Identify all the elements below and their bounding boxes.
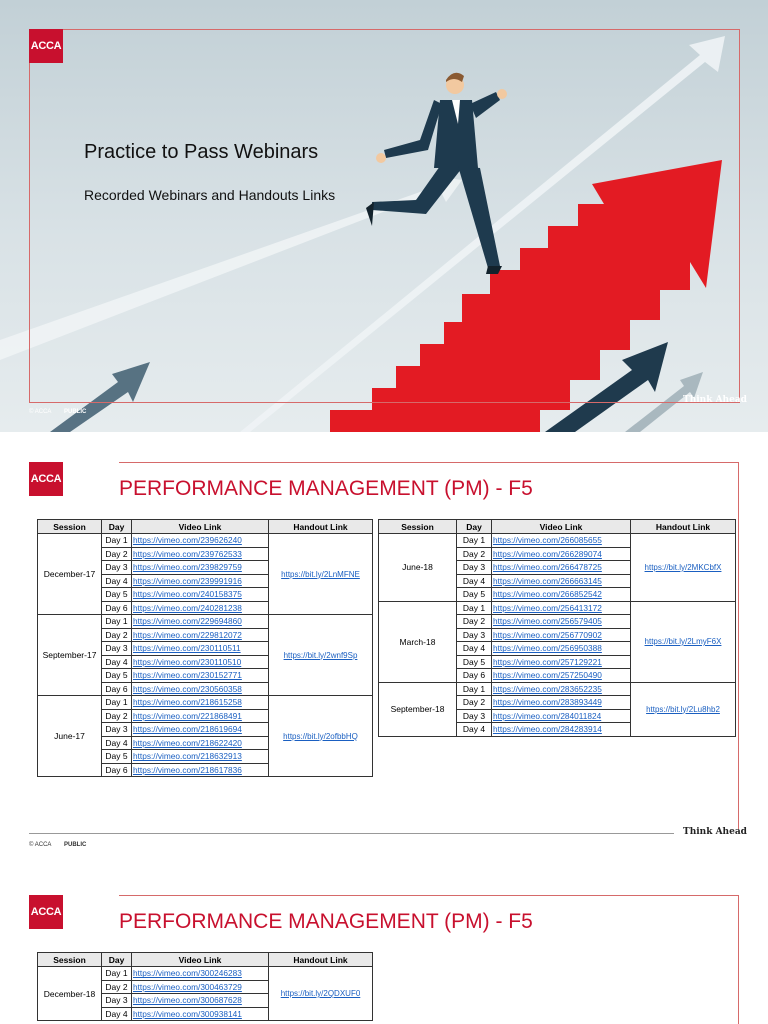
day-cell: Day 1 <box>102 967 132 981</box>
day-cell: Day 1 <box>457 682 492 696</box>
day-cell: Day 4 <box>457 642 492 656</box>
slide-frame-right <box>738 895 739 1024</box>
classification-label: PUBLIC <box>64 842 87 848</box>
video-link[interactable]: https://vimeo.com/257129221 <box>492 655 631 669</box>
video-link[interactable]: https://vimeo.com/266663145 <box>492 574 631 588</box>
video-link[interactable]: https://vimeo.com/239829759 <box>132 561 269 575</box>
slide-frame-top <box>119 895 738 896</box>
day-cell: Day 6 <box>102 682 132 696</box>
day-cell: Day 2 <box>457 547 492 561</box>
copyright-text: © ACCA <box>29 842 52 848</box>
day-cell: Day 5 <box>102 750 132 764</box>
day-cell: Day 3 <box>457 709 492 723</box>
table-row <box>379 534 736 548</box>
handout-link[interactable]: https://bit.ly/2ofbbHQ <box>269 696 373 777</box>
video-link[interactable]: https://vimeo.com/229694860 <box>132 615 269 629</box>
video-link[interactable]: https://vimeo.com/300246283 <box>132 967 269 981</box>
video-link[interactable]: https://vimeo.com/230152771 <box>132 669 269 683</box>
video-link[interactable]: https://vimeo.com/230560358 <box>132 682 269 696</box>
day-cell: Day 5 <box>102 588 132 602</box>
schedule-table-right <box>378 519 736 737</box>
header-video-link: Video Link <box>132 953 269 967</box>
video-link[interactable]: https://vimeo.com/240158375 <box>132 588 269 602</box>
video-link[interactable]: https://vimeo.com/284011824 <box>492 709 631 723</box>
video-link[interactable]: https://vimeo.com/239626240 <box>132 534 269 548</box>
day-cell: Day 3 <box>102 561 132 575</box>
tagline: Think Ahead <box>683 395 747 405</box>
day-cell: Day 4 <box>457 723 492 737</box>
video-link[interactable]: https://vimeo.com/300687628 <box>132 994 269 1008</box>
slide-frame <box>29 29 740 403</box>
handout-link[interactable]: https://bit.ly/2Lu8hb2 <box>631 682 736 736</box>
video-link[interactable]: https://vimeo.com/230110511 <box>132 642 269 656</box>
handout-link[interactable]: https://bit.ly/2wnf9Sp <box>269 615 373 696</box>
video-link[interactable]: https://vimeo.com/283652235 <box>492 682 631 696</box>
session-cell: December-17 <box>38 534 102 615</box>
classification-label: PUBLIC <box>64 409 87 415</box>
day-cell: Day 5 <box>102 669 132 683</box>
video-link[interactable]: https://vimeo.com/257250490 <box>492 669 631 683</box>
acca-logo: ACCA <box>29 29 63 63</box>
header-handout-link: Handout Link <box>269 520 373 534</box>
day-cell: Day 4 <box>102 1007 132 1021</box>
day-cell: Day 6 <box>102 601 132 615</box>
slide-title: PERFORMANCE MANAGEMENT (PM) - F5 <box>119 477 533 500</box>
slide-frame-top <box>119 462 738 463</box>
video-link[interactable]: https://vimeo.com/218617836 <box>132 763 269 777</box>
day-cell: Day 3 <box>457 628 492 642</box>
session-cell: September-18 <box>379 682 457 736</box>
schedule-table-left <box>37 519 373 777</box>
day-cell: Day 1 <box>102 696 132 710</box>
slide-subtitle: Recorded Webinars and Handouts Links <box>84 187 336 203</box>
header-video-link: Video Link <box>132 520 269 534</box>
day-cell: Day 2 <box>102 628 132 642</box>
slide-frame-right <box>738 462 739 829</box>
header-handout-link: Handout Link <box>269 953 373 967</box>
handout-link[interactable]: https://bit.ly/2QDXUF0 <box>269 967 373 1021</box>
title-slide <box>0 0 768 432</box>
day-cell: Day 3 <box>457 561 492 575</box>
acca-logo: ACCA <box>29 462 63 496</box>
tagline: Think Ahead <box>683 827 747 837</box>
day-cell: Day 2 <box>102 980 132 994</box>
slide-frame-bottom <box>29 833 674 834</box>
session-cell: June-17 <box>38 696 102 777</box>
video-link[interactable]: https://vimeo.com/300463729 <box>132 980 269 994</box>
schedule-slide <box>0 433 768 865</box>
handout-link[interactable]: https://bit.ly/2LnMFNE <box>269 534 373 615</box>
session-cell: March-18 <box>379 601 457 682</box>
video-link[interactable]: https://vimeo.com/218632913 <box>132 750 269 764</box>
video-link[interactable]: https://vimeo.com/256413172 <box>492 601 631 615</box>
day-cell: Day 3 <box>102 994 132 1008</box>
day-cell: Day 2 <box>102 547 132 561</box>
day-cell: Day 1 <box>457 534 492 548</box>
video-link[interactable]: https://vimeo.com/239762533 <box>132 547 269 561</box>
schedule-table <box>37 952 373 1021</box>
schedule-slide-2 <box>0 866 768 1024</box>
video-link[interactable]: https://vimeo.com/256579405 <box>492 615 631 629</box>
day-cell: Day 6 <box>102 763 132 777</box>
day-cell: Day 1 <box>102 615 132 629</box>
video-link[interactable]: https://vimeo.com/240281238 <box>132 601 269 615</box>
table-row <box>38 615 373 629</box>
acca-logo: ACCA <box>29 895 63 929</box>
video-link[interactable]: https://vimeo.com/230110510 <box>132 655 269 669</box>
video-link[interactable]: https://vimeo.com/218615258 <box>132 696 269 710</box>
video-link[interactable]: https://vimeo.com/266478725 <box>492 561 631 575</box>
session-cell: September-17 <box>38 615 102 696</box>
video-link[interactable]: https://vimeo.com/221868491 <box>132 709 269 723</box>
day-cell: Day 5 <box>457 655 492 669</box>
header-session: Session <box>379 520 457 534</box>
video-link[interactable]: https://vimeo.com/256950388 <box>492 642 631 656</box>
video-link[interactable]: https://vimeo.com/266289074 <box>492 547 631 561</box>
header-session: Session <box>38 520 102 534</box>
slide-title: PERFORMANCE MANAGEMENT (PM) - F5 <box>119 910 533 933</box>
session-cell: June-18 <box>379 534 457 602</box>
handout-link[interactable]: https://bit.ly/2LmyF6X <box>631 601 736 682</box>
header-handout-link: Handout Link <box>631 520 736 534</box>
day-cell: Day 2 <box>457 696 492 710</box>
video-link[interactable]: https://vimeo.com/300938141 <box>132 1007 269 1021</box>
handout-link[interactable]: https://bit.ly/2MKCbfX <box>631 534 736 602</box>
video-link[interactable]: https://vimeo.com/229812072 <box>132 628 269 642</box>
day-cell: Day 4 <box>102 574 132 588</box>
video-link[interactable]: https://vimeo.com/266852542 <box>492 588 631 602</box>
day-cell: Day 3 <box>102 723 132 737</box>
copyright-text: © ACCA <box>29 409 52 415</box>
video-link[interactable]: https://vimeo.com/218622420 <box>132 736 269 750</box>
video-link[interactable]: https://vimeo.com/218619694 <box>132 723 269 737</box>
header-session: Session <box>38 953 102 967</box>
day-cell: Day 1 <box>102 534 132 548</box>
day-cell: Day 2 <box>457 615 492 629</box>
video-link[interactable]: https://vimeo.com/283893449 <box>492 696 631 710</box>
day-cell: Day 1 <box>457 601 492 615</box>
day-cell: Day 4 <box>102 655 132 669</box>
session-cell: December-18 <box>38 967 102 1021</box>
table-row <box>38 967 373 981</box>
header-day: Day <box>457 520 492 534</box>
video-link[interactable]: https://vimeo.com/256770902 <box>492 628 631 642</box>
video-link[interactable]: https://vimeo.com/266085655 <box>492 534 631 548</box>
day-cell: Day 5 <box>457 588 492 602</box>
video-link[interactable]: https://vimeo.com/239991916 <box>132 574 269 588</box>
table-row <box>38 534 373 548</box>
day-cell: Day 3 <box>102 642 132 656</box>
table-row <box>379 682 736 696</box>
day-cell: Day 2 <box>102 709 132 723</box>
day-cell: Day 4 <box>457 574 492 588</box>
header-day: Day <box>102 520 132 534</box>
header-day: Day <box>102 953 132 967</box>
header-video-link: Video Link <box>492 520 631 534</box>
table-row <box>38 696 373 710</box>
day-cell: Day 4 <box>102 736 132 750</box>
day-cell: Day 6 <box>457 669 492 683</box>
slide-title: Practice to Pass Webinars <box>84 141 319 163</box>
video-link[interactable]: https://vimeo.com/284283914 <box>492 723 631 737</box>
table-row <box>379 601 736 615</box>
